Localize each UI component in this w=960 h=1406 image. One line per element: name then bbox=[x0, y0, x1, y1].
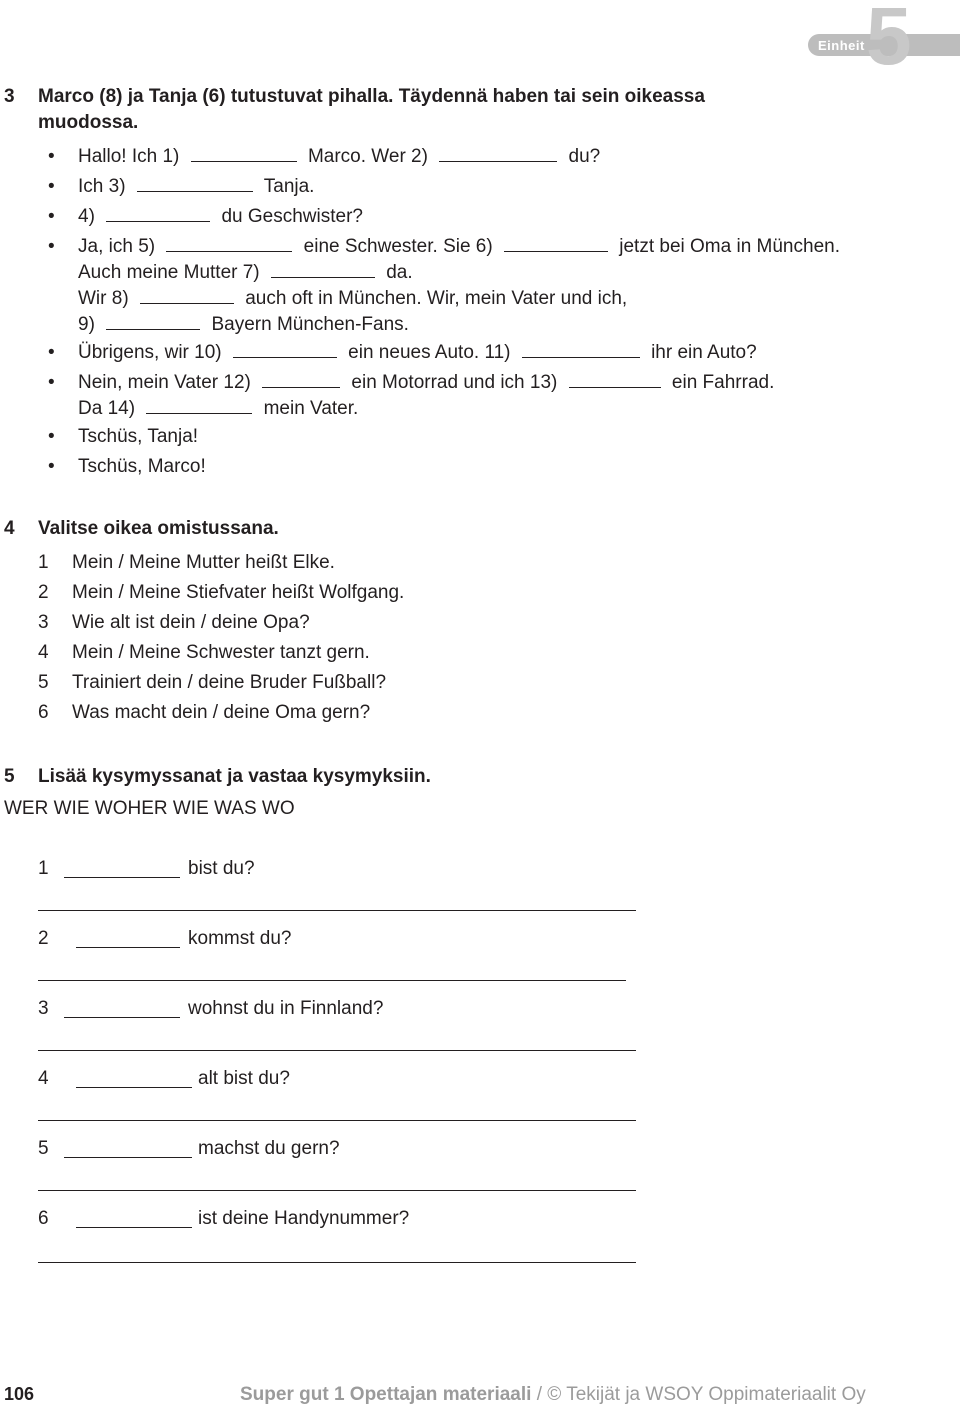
dialogue-line-1: Hallo! Ich 1) Marco. Wer 2) du? bbox=[78, 146, 601, 167]
answer-blank-5[interactable] bbox=[166, 250, 292, 252]
bullet: • bbox=[48, 426, 55, 447]
ex5-item-number: 4 bbox=[38, 1068, 49, 1089]
ex4-item-number: 3 bbox=[38, 612, 49, 633]
ex5-item-text: wohnst du in Finnland? bbox=[188, 998, 384, 1019]
answer-blank-9[interactable] bbox=[106, 328, 200, 330]
ex4-item-text[interactable]: Mein / Meine Mutter heißt Elke. bbox=[72, 552, 335, 573]
question-word-bank: WER WIE WOHER WIE WAS WO bbox=[4, 798, 295, 819]
answer-line[interactable] bbox=[38, 1120, 636, 1121]
answer-blank-8[interactable] bbox=[140, 302, 234, 304]
answer-blank-14[interactable] bbox=[146, 412, 252, 414]
ex5-item-text: ist deine Handynummer? bbox=[198, 1208, 410, 1229]
exercise-5-number: 5 bbox=[4, 766, 15, 787]
ex5-item-number: 2 bbox=[38, 928, 49, 949]
bullet: • bbox=[48, 342, 55, 363]
bullet: • bbox=[48, 176, 55, 197]
ex4-item-text[interactable]: Trainiert dein / deine Bruder Fußball? bbox=[72, 672, 387, 693]
question-word-blank[interactable] bbox=[64, 1017, 180, 1018]
question-word-blank[interactable] bbox=[64, 877, 180, 878]
ex5-item-number: 3 bbox=[38, 998, 49, 1019]
bullet: • bbox=[48, 236, 55, 257]
ex4-item-text[interactable]: Wie alt ist dein / deine Opa? bbox=[72, 612, 310, 633]
dialogue-line-8: Übrigens, wir 10) ein neues Auto. 11) ihr ein Auto? bbox=[78, 342, 757, 363]
answer-line[interactable] bbox=[38, 1050, 636, 1051]
answer-blank-12[interactable] bbox=[262, 386, 340, 388]
dialogue-line-11: Tschüs, Tanja! bbox=[78, 426, 199, 447]
ex5-item-text: bist du? bbox=[188, 858, 255, 879]
exercise-3-title-line1: Marco (8) ja Tanja (6) tutustuvat pihalla. Täydennä haben tai sein oikeassa bbox=[38, 86, 705, 107]
answer-line[interactable] bbox=[38, 980, 626, 981]
book-title: Super gut 1 Opettajan materiaali bbox=[240, 1384, 532, 1405]
bullet: • bbox=[48, 372, 55, 393]
copyright-text: © Tekijät ja WSOY Oppimateriaalit Oy bbox=[547, 1384, 866, 1405]
dialogue-line-3: 4) du Geschwister? bbox=[78, 206, 363, 227]
answer-blank-10[interactable] bbox=[233, 356, 337, 358]
ex4-item-text[interactable]: Mein / Meine Schwester tanzt gern. bbox=[72, 642, 370, 663]
ex4-item-text[interactable]: Was macht dein / deine Oma gern? bbox=[72, 702, 371, 723]
answer-line[interactable] bbox=[38, 1262, 636, 1263]
exercise-5-title: Lisää kysymyssanat ja vastaa kysymyksiin. bbox=[38, 766, 431, 787]
footer-separator: / bbox=[531, 1384, 548, 1405]
answer-blank-6[interactable] bbox=[504, 250, 608, 252]
exercise-4-title: Valitse oikea omistussana. bbox=[38, 518, 279, 539]
exercise-3-number: 3 bbox=[4, 86, 15, 107]
ex5-item-number: 6 bbox=[38, 1208, 49, 1229]
bullet: • bbox=[48, 456, 55, 477]
page-number: 106 bbox=[4, 1384, 35, 1404]
question-word-blank[interactable] bbox=[76, 1087, 192, 1088]
answer-blank-4[interactable] bbox=[106, 220, 210, 222]
ex5-item-text: machst du gern? bbox=[198, 1138, 340, 1159]
question-word-blank[interactable] bbox=[64, 1157, 192, 1158]
dialogue-line-12: Tschüs, Marco! bbox=[78, 456, 206, 477]
ex4-item-text[interactable]: Mein / Meine Stiefvater heißt Wolfgang. bbox=[72, 582, 405, 603]
ex4-item-number: 4 bbox=[38, 642, 49, 663]
ex4-item-number: 2 bbox=[38, 582, 49, 603]
unit-label: Einheit bbox=[818, 38, 865, 53]
ex4-item-number: 1 bbox=[38, 552, 49, 573]
unit-number: 5 bbox=[866, 0, 912, 82]
answer-blank-1[interactable] bbox=[191, 160, 297, 162]
answer-blank-13[interactable] bbox=[569, 386, 661, 388]
exercise-3-title-line2: muodossa. bbox=[38, 112, 139, 133]
ex4-item-number: 5 bbox=[38, 672, 49, 693]
answer-line[interactable] bbox=[38, 910, 636, 911]
dialogue-line-10: Da 14) mein Vater. bbox=[78, 398, 359, 419]
ex5-item-number: 1 bbox=[38, 858, 49, 879]
question-word-blank[interactable] bbox=[76, 947, 180, 948]
answer-blank-7[interactable] bbox=[271, 276, 375, 278]
dialogue-line-5: Auch meine Mutter 7) da. bbox=[78, 262, 413, 283]
bullet: • bbox=[48, 206, 55, 227]
answer-blank-2[interactable] bbox=[439, 160, 557, 162]
bullet: • bbox=[48, 146, 55, 167]
dialogue-line-4: Ja, ich 5) eine Schwester. Sie 6) jetzt bei Oma in München. bbox=[78, 236, 840, 257]
ex5-item-text: alt bist du? bbox=[198, 1068, 290, 1089]
dialogue-line-6: Wir 8) auch oft in München. Wir, mein Vater und ich, bbox=[78, 288, 628, 309]
footer-credit bbox=[240, 1384, 866, 1406]
ex4-item-number: 6 bbox=[38, 702, 49, 723]
ex5-item-number: 5 bbox=[38, 1138, 49, 1159]
dialogue-line-9: Nein, mein Vater 12) ein Motorrad und ich 13) ein Fahrrad. bbox=[78, 372, 775, 393]
ex5-item-text: kommst du? bbox=[188, 928, 292, 949]
question-word-blank[interactable] bbox=[76, 1227, 192, 1228]
answer-blank-11[interactable] bbox=[522, 356, 640, 358]
answer-blank-3[interactable] bbox=[137, 190, 253, 192]
dialogue-line-2: Ich 3) Tanja. bbox=[78, 176, 315, 197]
exercise-4-number: 4 bbox=[4, 518, 15, 539]
dialogue-line-7: 9) Bayern München-Fans. bbox=[78, 314, 409, 335]
answer-line[interactable] bbox=[38, 1190, 636, 1191]
